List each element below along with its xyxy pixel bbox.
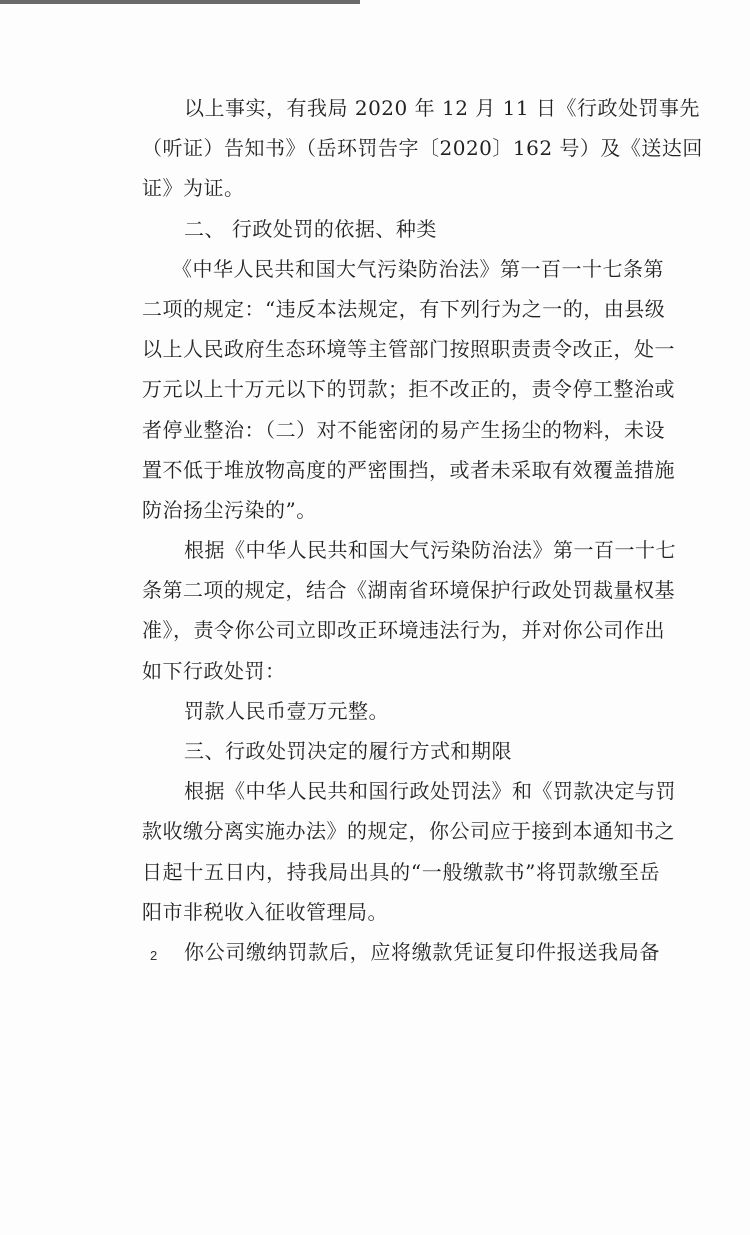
text-line: 者停业整治：（二）对不能密闭的易产生扬尘的物料，未设 [142, 417, 665, 442]
text-line: 置不低于堆放物高度的严密围挡，或者未采取有效覆盖措施 [142, 457, 675, 482]
text-line: 如下行政处罚： [142, 658, 286, 683]
page-number: 2 [150, 948, 158, 963]
text-line: 日起十五日内，持我局出具的“一般缴款书”将罚款缴至岳 [142, 859, 660, 884]
text-line: 《中华人民共和国大气污染防治法》第一百一十七条第 [172, 256, 664, 281]
text-line: 以上人民政府生态环境等主管部门按照职责责令改正，处一 [142, 337, 675, 362]
document-body [142, 88, 703, 972]
text-line: 防治扬尘污染的”。 [142, 497, 317, 522]
text-line: 二项的规定：“违反本法规定，有下列行为之一的，由县级 [142, 296, 666, 321]
text-line: （听证）告知书》（岳环罚告字〔2020〕162 号）及《送达回 [142, 136, 703, 161]
section-heading: 三、行政处罚决定的履行方式和期限 [184, 739, 512, 763]
text-line: 阳市非税收入征收管理局。 [142, 899, 388, 924]
text-line: 准》，责令你公司立即改正环境违法行为，并对你公司作出 [142, 618, 665, 643]
scan-edge-mark [0, 0, 360, 4]
text-line: 根据《中华人民共和国大气污染防治法》第一百一十七 [184, 538, 676, 563]
penalty-amount: 罚款人民币壹万元整。 [184, 698, 389, 723]
text-line: 条第二项的规定，结合《湖南省环境保护行政处罚裁量权基 [142, 578, 675, 603]
text-line: 以上事实，有我局 2020 年 12 月 11 日《行政处罚事先 [184, 96, 700, 120]
text-line: 万元以上十万元以下的罚款；拒不改正的，责令停工整治或 [142, 377, 675, 402]
text-line: 款收缴分离实施办法》的规定，你公司应于接到本通知书之 [142, 819, 675, 844]
text-line: 根据《中华人民共和国行政处罚法》和《罚款决定与罚 [184, 779, 676, 804]
text-line: 你公司缴纳罚款后，应将缴款凭证复印件报送我局备 [184, 939, 660, 964]
text-line: 证》为证。 [142, 176, 245, 201]
section-heading: 二、 行政处罚的依据、种类 [184, 216, 437, 241]
